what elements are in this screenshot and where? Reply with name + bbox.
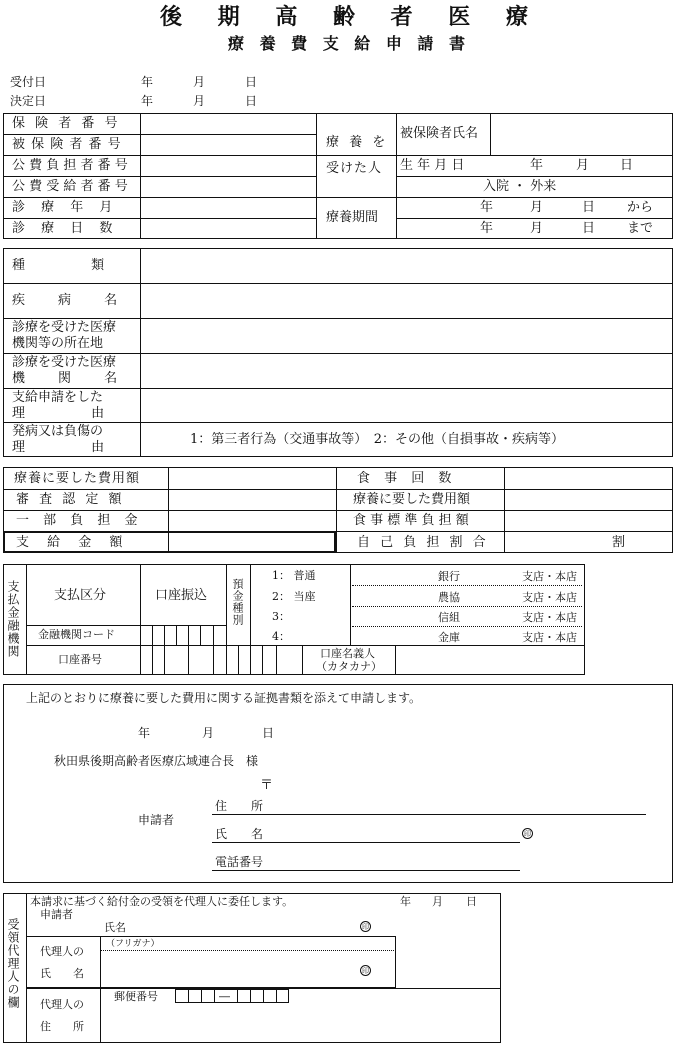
facility-name-label-2: 機 関 名 — [12, 371, 118, 386]
type-field[interactable] — [141, 249, 672, 283]
cause-options[interactable]: 1：第三者行為（交通事故等） 2：その他（自損事故・疾病等） — [190, 432, 565, 447]
cost-required-label: 療養に要した費用額 — [14, 471, 141, 486]
treatment-days-field[interactable] — [141, 219, 315, 238]
account-holder-field[interactable] — [396, 646, 584, 674]
deposit-type-4[interactable]: 4： — [272, 630, 290, 643]
application-year: 年 — [138, 726, 151, 740]
period-to-day: 日 — [582, 221, 596, 236]
account-holder-label-2: （カタカナ） — [316, 660, 382, 673]
disease-field[interactable] — [141, 284, 672, 318]
agri-coop-option[interactable]: 農協 — [438, 591, 460, 604]
applicant-label: 申請者 — [138, 813, 175, 827]
facility-address-field[interactable] — [141, 319, 672, 353]
agent-side-label: 受領代理人の欄 — [6, 918, 20, 1009]
audit-amount-field[interactable] — [169, 490, 335, 510]
addressee: 秋田県後期高齢者医療広域連合長 様 — [54, 754, 259, 768]
agent-statement: 本請求に基づく給付金の受領を代理人に委任します。 — [30, 895, 294, 908]
agent-name-field[interactable] — [101, 951, 355, 987]
agent-month: 月 — [432, 895, 443, 908]
dob-day: 日 — [620, 158, 634, 173]
meal-cost-label: 療養に要した費用額 — [353, 492, 471, 507]
application-month: 月 — [202, 726, 215, 740]
disease-label: 疾 病 名 — [12, 293, 118, 308]
meal-count-field[interactable] — [505, 468, 672, 489]
account-number-label: 口座番号 — [58, 653, 102, 666]
agent-applicant-name-label: 氏名 — [104, 921, 126, 934]
insured-number-field[interactable] — [141, 135, 315, 155]
meal-standard-field[interactable] — [505, 511, 672, 531]
inpatient-outpatient-option[interactable]: 入院 ・ 外来 — [483, 179, 557, 194]
received-year: 年 — [141, 75, 154, 89]
patient-label-2: 受けた人 — [326, 161, 383, 176]
meal-standard-label: 食 事 標 準 負 担 額 — [353, 513, 469, 528]
insurer-number-label: 保 険 者 番 号 — [12, 116, 121, 131]
agent-day: 日 — [466, 895, 477, 908]
agent-name-label-1: 代理人の — [40, 945, 84, 958]
agent-applicant-name-field[interactable] — [130, 918, 356, 934]
self-pay-ratio-label: 自 己 負 担 割 合 — [357, 535, 489, 550]
applicant-seal-icon: 印 — [524, 830, 531, 838]
period-from-day: 日 — [582, 200, 596, 215]
deposit-type-2[interactable]: 2： 当座 — [272, 590, 316, 603]
agent-postal-dash: ― — [219, 990, 230, 1003]
agent-postal-label: 郵便番号 — [114, 990, 158, 1003]
deposit-type-1[interactable]: 1： 普通 — [272, 569, 316, 582]
decided-label: 決定日 — [10, 94, 47, 108]
received-label: 受付日 — [10, 75, 47, 89]
applicant-address-field[interactable] — [272, 796, 646, 813]
decided-year: 年 — [141, 94, 154, 108]
agent-address-label-2: 住 所 — [40, 1020, 84, 1033]
dob-year: 年 — [530, 158, 544, 173]
payment-amount-field[interactable] — [169, 533, 335, 552]
agent-address-label-1: 代理人の — [40, 998, 84, 1011]
name-label: 氏 名 — [215, 827, 264, 841]
agent-applicant-seal-icon: 印 — [362, 923, 369, 931]
facility-name-field[interactable] — [141, 354, 672, 388]
branch-option-3[interactable]: 支店・本店 — [522, 611, 577, 624]
decided-month: 月 — [193, 94, 206, 108]
ratio-unit: 割 — [612, 535, 626, 550]
insurer-number-field[interactable] — [141, 114, 315, 134]
agent-seal-icon: 印 — [362, 967, 369, 975]
insured-number-label: 被 保 険 者 番 号 — [12, 137, 122, 152]
credit-union-option[interactable]: 信組 — [438, 611, 460, 624]
period-to-year: 年 — [480, 221, 494, 236]
dob-month: 月 — [576, 158, 590, 173]
application-statement: 上記のとおりに療養に要した費用に関する証拠書類を添えて申請します。 — [26, 691, 422, 705]
bank-side-label: 支払金融機関 — [6, 580, 20, 658]
treatment-month-field[interactable] — [141, 198, 315, 218]
public-recipient-number-label: 公 費 受 給 者 番 号 — [12, 179, 128, 194]
agent-applicant-label: 申請者 — [40, 908, 73, 921]
period-from-year: 年 — [480, 200, 494, 215]
facility-address-label-1: 診療を受けた医療 — [12, 320, 117, 335]
reason-field[interactable] — [141, 389, 672, 422]
form-title: 後 期 高 齢 者 医 療 — [160, 4, 542, 30]
payment-type-label: 支払区分 — [54, 588, 107, 603]
applicant-phone-field[interactable] — [272, 852, 520, 869]
patient-label-1: 療 養 を — [326, 135, 389, 150]
account-transfer-option[interactable]: 口座振込 — [155, 588, 208, 603]
form-subtitle: 療 養 費 支 給 申 請 書 — [228, 34, 470, 53]
postal-mark: 〒 — [260, 778, 274, 793]
meal-count-label: 食 事 回 数 — [357, 471, 457, 486]
deposit-type-3[interactable]: 3： — [272, 610, 290, 623]
period-label: 療養期間 — [326, 210, 379, 225]
dob-label: 生 年 月 日 — [400, 158, 465, 173]
period-to-month: 月 — [530, 221, 544, 236]
account-holder-label-1: 口座名義人 — [320, 647, 375, 660]
agent-year: 年 — [400, 895, 411, 908]
type-label: 種 類 — [12, 258, 105, 273]
cost-required-field[interactable] — [169, 468, 335, 489]
public-payer-number-label: 公 費 負 担 者 番 号 — [12, 158, 128, 173]
cause-label-2: 理 由 — [12, 440, 105, 455]
reason-label-1: 支給申請をした — [12, 390, 104, 405]
phone-label: 電話番号 — [215, 855, 264, 869]
facility-address-label-2: 機関等の所在地 — [12, 336, 104, 351]
bank-option[interactable]: 銀行 — [438, 570, 460, 583]
credit-bank-option[interactable]: 金庫 — [438, 631, 460, 644]
branch-option-4[interactable]: 支店・本店 — [522, 631, 577, 644]
received-month: 月 — [193, 75, 206, 89]
copay-field[interactable] — [169, 511, 335, 531]
meal-cost-field[interactable] — [505, 490, 672, 510]
audit-amount-label: 審 査 認 定 額 — [16, 492, 125, 507]
treatment-days-label: 診 療 日 数 — [12, 221, 119, 236]
facility-name-label-1: 診療を受けた医療 — [12, 355, 117, 370]
bank-code-label: 金融機関コード — [38, 628, 115, 641]
deposit-type-label: 預金種別 — [231, 578, 244, 626]
applicant-name-field[interactable] — [272, 824, 520, 841]
copay-label: 一 部 負 担 金 — [16, 513, 143, 528]
period-from-label: から — [627, 200, 654, 215]
agent-name-label-2: 氏 名 — [40, 967, 84, 980]
received-day: 日 — [245, 75, 258, 89]
insured-name-label: 被保険者氏名 — [400, 126, 479, 141]
public-payer-number-field[interactable] — [141, 156, 315, 176]
furigana-label: （フリガナ） — [106, 939, 160, 949]
cause-label-1: 発病又は負傷の — [12, 424, 104, 439]
reason-label-2: 理 由 — [12, 406, 105, 421]
treatment-month-label: 診 療 年 月 — [12, 200, 119, 215]
address-label: 住 所 — [215, 799, 264, 813]
period-from-month: 月 — [530, 200, 544, 215]
branch-option-1[interactable]: 支店・本店 — [522, 570, 577, 583]
public-recipient-number-field[interactable] — [141, 177, 315, 197]
application-day: 日 — [262, 726, 275, 740]
branch-option-2[interactable]: 支店・本店 — [522, 591, 577, 604]
insured-name-field[interactable] — [491, 114, 672, 155]
agent-address-field[interactable] — [101, 1005, 499, 1041]
period-to-label: まで — [627, 221, 654, 236]
agent-postal-code-boxes[interactable] — [175, 989, 289, 1003]
decided-day: 日 — [245, 94, 258, 108]
payment-amount-label: 支 給 金 額 — [16, 535, 130, 550]
